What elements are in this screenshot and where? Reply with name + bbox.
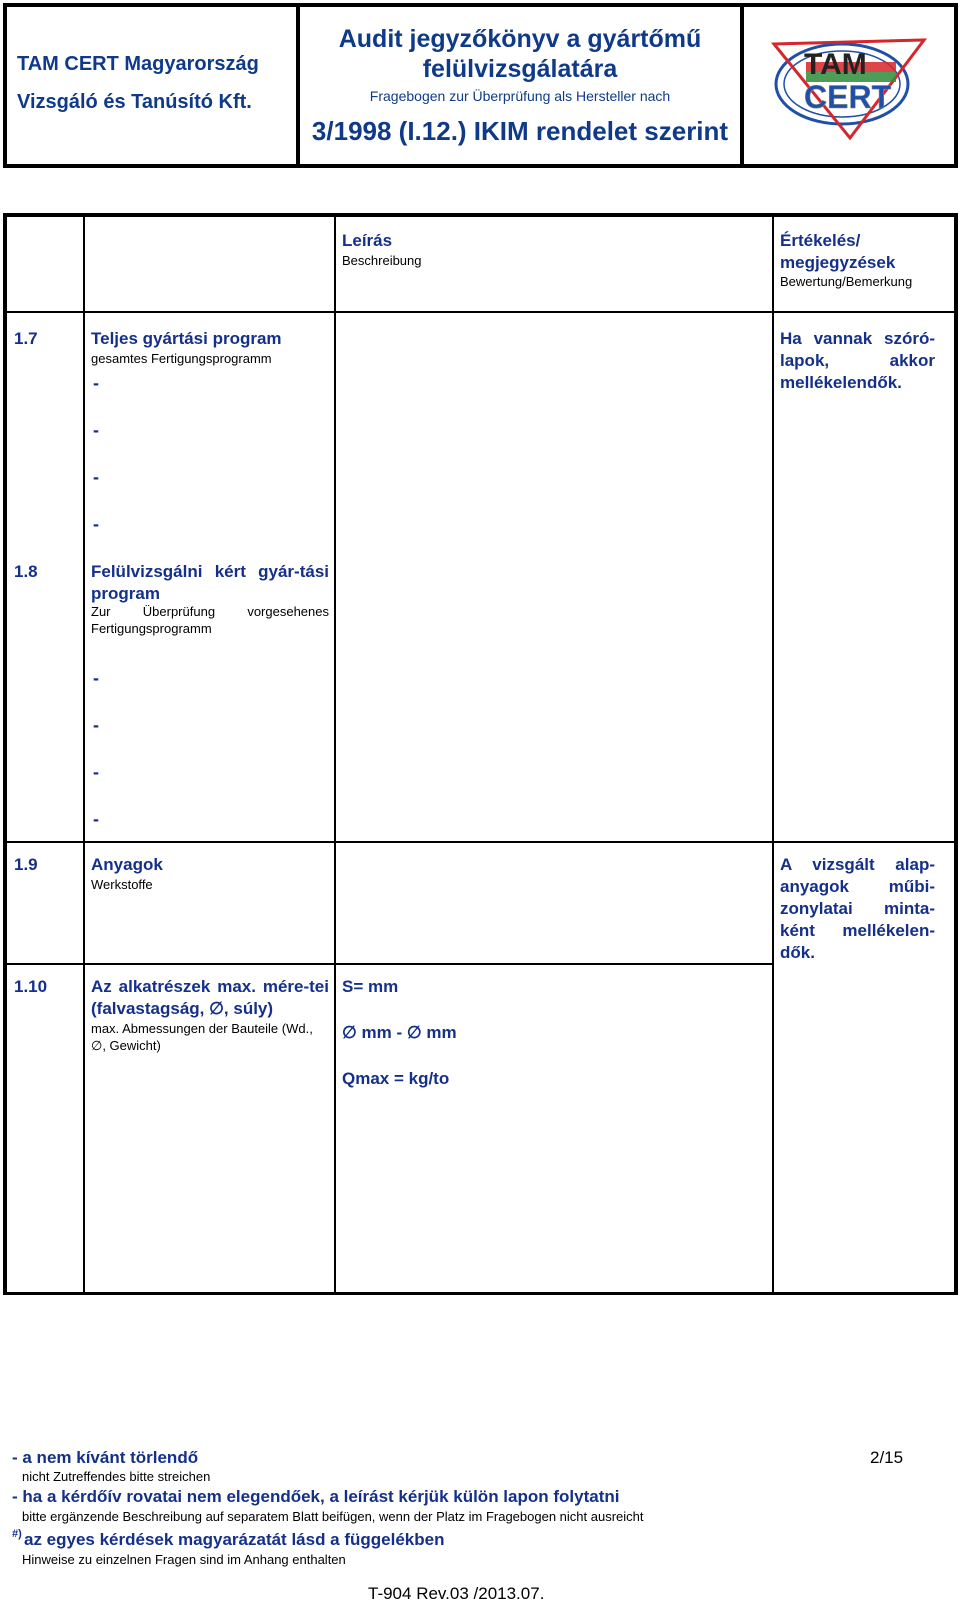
program-dash-2: - (93, 420, 99, 440)
row-title-1-9: Anyagok (91, 855, 163, 874)
company-block (7, 7, 300, 164)
row-note-1-7: Ha vannak szóró-lapok, akkor mellékelendők. (780, 329, 935, 392)
tested-dash-4: - (93, 809, 99, 829)
row-title-1-7: Teljes gyártási program (91, 329, 282, 348)
footer-note-continue-de: bitte ergänzende Beschreibung auf separatem Blatt beifügen, wenn der Platz im Fragebogen nicht ausreicht (22, 1509, 644, 1524)
wall-thickness-field: S= mm (342, 977, 399, 996)
company-name-line1: TAM CERT Magyarország (17, 53, 259, 75)
row-title-de-1-9: Werkstoffe (91, 877, 153, 892)
document-title-line2: felülvizsgálatára (422, 55, 618, 83)
col-header-evaluation-de: Bewertung/Bemerkung (780, 274, 913, 289)
tam-cert-logo (744, 7, 954, 164)
logo-graphic (764, 26, 934, 146)
col-divider-question (334, 217, 336, 1292)
document-subtitle: Fragebogen zur Überprüfung als Hersteller nach (369, 88, 671, 104)
program-dash-3: - (93, 467, 99, 487)
row-note-1-9: A vizsgált alap-anyagok műbi-zonylatai minta-ként mellékelen-dők. (780, 855, 935, 962)
document-title-line1: Audit jegyzőkönyv a gyártőmű (338, 25, 702, 53)
col-header-description: Leírás (342, 231, 393, 250)
header-row-divider (7, 311, 954, 313)
logo-bottom-text: CERT (804, 78, 892, 115)
diameter-range-field: ∅ mm - ∅ mm (342, 1023, 457, 1042)
tested-dash-1: - (93, 668, 99, 688)
audit-table (3, 213, 958, 1295)
row-title-de-1-8: Zur Überprüfung vorgesehenes Fertigungsprogramm (91, 604, 329, 636)
row-title-de-1-7: gesamtes Fertigungsprogramm (91, 351, 272, 366)
program-dash-1: - (93, 373, 99, 393)
logo-top-text: TAM (804, 47, 867, 81)
footer-note-appendix: az egyes kérdések magyarázatát lásd a függelékben (24, 1530, 445, 1549)
col-divider-description (772, 217, 774, 1292)
tested-dash-3: - (93, 762, 99, 782)
max-weight-field: Qmax = kg/to (342, 1069, 450, 1088)
title-block (300, 7, 744, 164)
document-header (3, 3, 958, 168)
row-number-1-8: 1.8 (14, 562, 38, 581)
row-title-1-8: Felülvizsgálni kért gyár-tási program (91, 562, 329, 603)
tested-dash-2: - (93, 715, 99, 735)
row-title-1-10: Az alkatrészek max. mére-tei (falvastagság, ∅, súly) (91, 977, 329, 1018)
col-header-description-de: Beschreibung (342, 253, 422, 268)
page-number: 2/15 (870, 1448, 904, 1467)
row-number-1-10: 1.10 (14, 977, 48, 996)
row-divider-1-9 (7, 841, 954, 843)
row-divider-1-10 (7, 963, 772, 965)
row-number-1-9: 1.9 (14, 855, 38, 874)
regulation-reference: 3/1998 (I.12.) IKIM rendelet szerint (311, 116, 729, 146)
col-divider-number (83, 217, 85, 1292)
revision-code: T-904 Rev.03 /2013.07. (368, 1584, 545, 1603)
footer-note-appendix-de: Hinweise zu einzelnen Fragen sind im Anhang enthalten (22, 1552, 346, 1567)
program-dash-4: - (93, 514, 99, 534)
footer-note-delete-de: nicht Zutreffendes bitte streichen (22, 1469, 211, 1484)
row-title-de-1-10: max. Abmessungen der Bauteile (Wd., ∅, Gewicht) (91, 1021, 313, 1053)
footer-note-delete: - a nem kívánt törlendő (12, 1448, 199, 1467)
col-header-evaluation: Értékelés/ megjegyzések (780, 231, 896, 272)
row-number-1-7: 1.7 (14, 329, 38, 348)
company-name-line2: Vizsgáló és Tanúsító Kft. (17, 91, 252, 113)
footer-note-marker: #) (12, 1528, 22, 1540)
footer-note-continue: - ha a kérdőív rovatai nem elegendőek, a leírást kérjük külön lapon folytatni (12, 1487, 620, 1506)
